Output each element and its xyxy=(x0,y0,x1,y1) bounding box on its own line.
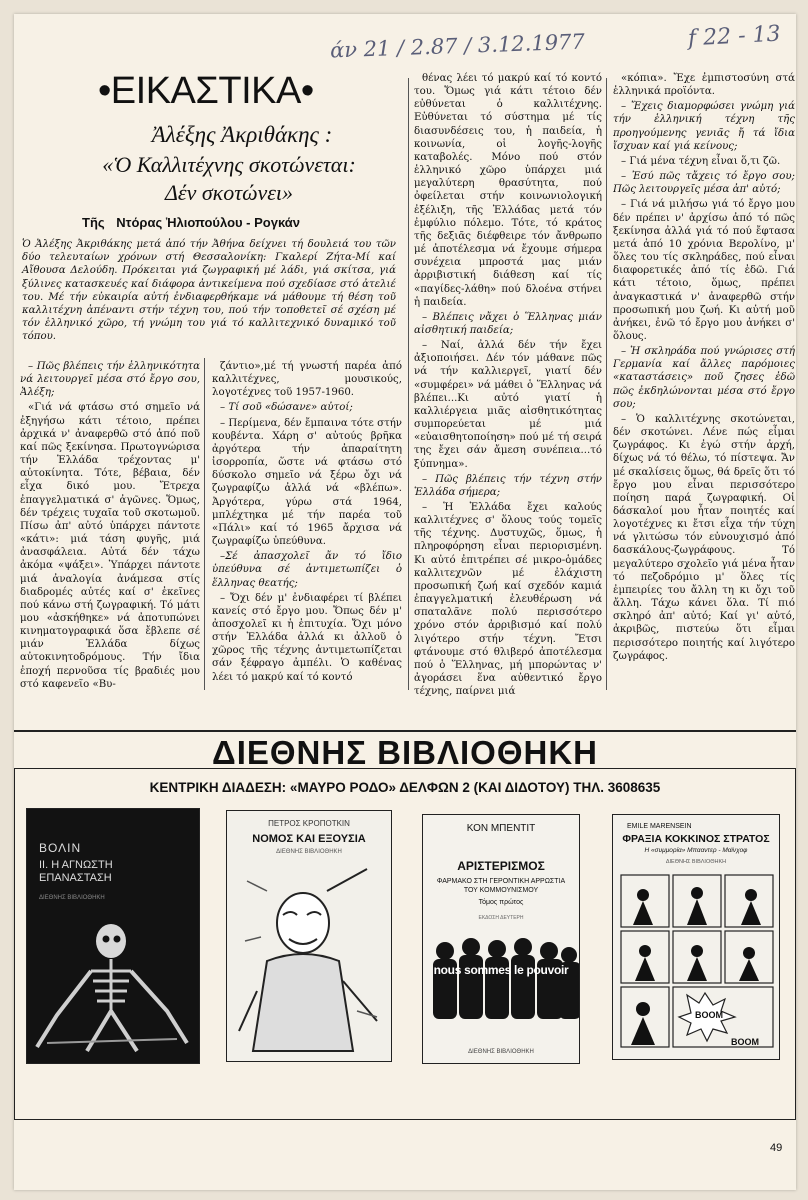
book-cover-volin xyxy=(26,808,200,1064)
comic-boom-text: BOOM xyxy=(695,1010,723,1020)
article-column-2 xyxy=(212,360,402,696)
interview-answer: «Γιά νά φτάσω στό σημεῖο νά ἐξηγήσω κάτι τέτοιο, πρέπει ἀρχικά ν' ἀναφερθῶ στό ἀπό ποῦ καί πῶς ξεκίνησα. Πρωτογνώρισα τήν Ἑλλάδα τρέχοντας μ' αὐτοκίνητα. Τότε, βέβαια, δέν εἶχα δικό μου. Ἔτρεχα ἐπαγγελματικά σ' ἀγῶνες. Ὅμως, δέν τρέχεις τυχαῖα τοῦ σκοτωμοῦ. Πίσω ἀπ' αὐτό ὑπάρχει πάντοτε «κάτι»: μιά τάση φυγῆς, μιά ἀνασφάλεια. Αὐτά δέν τάχω ἀκόμα «ψάξει». Ὑπάρχει πάντοτε μιά ἀναλογία ἀνάμεσα στίς διαδρομές αὐτές καί σ' ἐκεῖνες πού κάνω στή ζωγραφική. Τό μάτι μου «ἀσκήθηκε» νά ἀποτυπώνει κινηματογραφικά ὅσα ἔβλεπε σέ μιάν Ἑλλάδα δίχως αὐτοκινητοδρόμους. Τήν ἴδια ἐποχή περνοῦσα τίς βραδιές μου στό καφενεῖο «Βυ- xyxy=(20,402,200,690)
book-publisher: ΔΙΕΘΝΗΣ ΒΙΒΛΙΟΘΗΚΗ xyxy=(468,1049,534,1055)
skeleton-illustration-icon xyxy=(27,919,200,1059)
interview-question: – Πῶς βλέπεις τήν ἑλληνικότητα νά λειτουργεῖ μέσα στό ἔργο σου, Ἀλέξη; xyxy=(20,361,200,399)
book-subtitle: ΦΑΡΜΑΚΟ ΣΤΗ ΓΕΡΟΝΤΙΚΗ ΑΡΡΩΣΤΙΑ ΤΟΥ ΚΟΜΜΟΥΝΙΣΜΟΥ xyxy=(436,878,566,894)
handwritten-issue-note: άν 21 / 2.87 / 3.12.1977 xyxy=(329,29,586,63)
interview-answer: ζάντιο»,μέ τή γνωστή παρέα ἀπό καλλιτέχνες, μουσικούς, λογοτέχνες τοῦ 1957-1960. xyxy=(212,361,402,399)
book-volume: Τόμος πρώτος xyxy=(478,899,524,906)
book-subtitle: Η «συμμορία» Μπααντερ - Μαϊνχοφ xyxy=(644,847,748,854)
headline-line-3: Δέν σκοτώνει» xyxy=(164,180,294,205)
interview-answer: «κόπια». Ἔχε ἐμπιστοσύνη στά ἑλληνικά προϊόντα. xyxy=(613,73,795,98)
article-column-4 xyxy=(613,72,795,696)
caricature-illustration-icon xyxy=(227,861,392,1061)
headline-line-2: «Ὁ Καλλιτέχνης σκοτώνεται: xyxy=(102,152,356,177)
bookshop-advertisement xyxy=(14,730,796,1122)
book-author: ΠΕΤΡΟΣ ΚΡΟΠΟΤΚΙΝ xyxy=(268,819,350,828)
headline-line-1: Ἀλέξης Ἀκριθάκης : xyxy=(151,122,333,147)
book-cover-cohn-bendit xyxy=(422,814,580,1064)
comic-strip-illustration-icon xyxy=(613,869,780,1059)
book-cover-raf xyxy=(612,814,780,1060)
book-edition: ΕΚΔΟΣΗ ΔΕΥΤΕΡΗ xyxy=(478,915,524,921)
interview-question: – Ἔχεις διαμορφώσει γνώμη γιά τήν ἑλληνική τέχνη τῆς προηγούμενης γενιᾶς ἤ τά ἴδια ἴσχυαν καί γιά κείνους; xyxy=(613,101,795,152)
interview-question: – Βλέπεις νἄχει ὁ Ἕλληνας μιάν αἰσθητική παιδεία; xyxy=(414,311,602,336)
byline-name: Ντόρας Ἠλιοπούλου - Ρογκάν xyxy=(116,215,301,230)
interview-question: –Σέ ἀπασχολεῖ ἄν τό ἴδιο ὑπεύθυνα σέ ἀντιμετωπίζει ὁ ἕλληνας θεατής; xyxy=(212,551,402,589)
book-publisher: ΔΙΕΘΝΗΣ ΒΙΒΛΙΟΘΗΚΗ xyxy=(276,849,342,855)
interview-question: – Τί σοῦ «δώσανε» αὐτοί; xyxy=(220,402,353,414)
book-author: ΒΟΛΙΝ xyxy=(39,841,82,855)
interview-question: – Ἐσύ πῶς τἄχεις τό ἔργο σου; Πῶς λειτουργεῖς μέσα ἀπ' αὐτό; xyxy=(613,171,795,196)
page-number: 49 xyxy=(770,1142,783,1154)
column-rule xyxy=(408,78,409,690)
interview-answer: – Ὄχι δέν μ' ἐνδιαφέρει τί βλέπει κανείς στό ἔργο μου. Ὅπως δέν μ' ἀποσχολεῖ κι ἡ ἐπιτυχία. Ὄχι μόνο στήν Ἑλλάδα ἀλλά κι ἀλλοῦ ὁ χῶρος τῆς τέχνης ἀντιμετωπίζεται σάν ξέφραγο ἀμπέλι. Ὁ καθένας λέει τό μακρύ καί τό κοντό xyxy=(212,592,402,683)
book-title: ΙΙ. Η ΑΓΝΩΣΤΗ ΕΠΑΝΑΣΤΑΣΗ xyxy=(39,859,113,884)
column-rule xyxy=(606,78,607,690)
article-column-1 xyxy=(20,360,200,696)
book-title: ΑΡΙΣΤΕΡΙΣΜΟΣ xyxy=(457,859,545,873)
column-rule xyxy=(204,358,205,690)
book-title: ΦΡΑΞΙΑ ΚΟΚΚΙΝΟΣ ΣΤΡΑΤΟΣ xyxy=(622,833,770,845)
book-title: ΝΟΜΟΣ ΚΑΙ ΕΞΟΥΣΙΑ xyxy=(252,833,366,845)
interview-question: – Πῶς βλέπεις τήν τέχνη στήν Ἑλλάδα σήμερα; xyxy=(414,473,602,498)
book-author: EMILE MARENSEIN xyxy=(627,823,692,830)
interview-answer: – Γιά νά μιλήσω γιά τό ἔργο μου δέν πρέπει ν' ἀρχίσω ἀπό τό πῶς ξεκίνησα ἀλλά γιά τό πού ἔφτασα μετά ἀπό 10 χρόνια Βερολίνο, μ' ὅλες του τίς σκληράδες, πού εἶναι διαφορετικές ἀπό τίς ἐδῶ. Γιά κάτι τέτοιο, ὅμως, πρέπει ἀναγκαστικά ν' ἀναφερθῶ στήν προσωπική μου ζωή. Κι αὐτή μοῦ ἀνήκει, ἐνῶ τό ἔργο μου ἀνήκει σ' ὅλους. xyxy=(613,199,795,342)
book-cover-kropotkin xyxy=(226,810,392,1062)
book-slogan: nous sommes le pouvoir xyxy=(433,963,569,977)
interview-answer: – Ὁ καλλιτέχνης σκοτώνεται, δέν σκοτώνει. Λένε πώς εἶμαι ζωγράφος. Κι ἐγώ στήν ἀρχή, δίχως νά τό θέλω, τό πίστεψα. Ἄν μέ σκαλίσεις ὅμως, θά δρεῖς ὅτι τό ἔργο μου εἶναι περισσότερο ποίηση παρά ζωγραφική. Οἱ δάσκαλοί μου ἦταν ποιητές καί λογοτέχνες κι ἔτσι εἶχα τήν τύχη νά γλιτώσω τόν εὐνουχισμό ἀπό δασκάλους-ζωγράφους. Τό μεγαλύτερο σχολεῖο γιά μένα ἦταν τό πεζοδρόμιο μ' ὅλες τίς ἐμπειρίες του ἄλλη τη κι ὄχι τοῦ ἄλλη. Τάχω κάνει ὅλα. Τί πιό σκληρό ἀπ' αὐτό; Καί γι' αὐτό, ἀκριβῶς, πιστεύω ὅτι εἶμαι περισσότερο ποιητής καί λιγότερο ζωγράφος. xyxy=(613,413,795,662)
section-title: •ΕΙΚΑΣΤΙΚΑ• xyxy=(98,70,314,112)
interview-answer: – Ἡ Ἑλλάδα ἔχει καλούς καλλιτέχνες σ' ὅλους τούς τομεῖς τῆς τέχνης. Δυστυχῶς, ὅμως, ἡ πληροφόρηση εἶναι περιορισμένη. Κι αὐτό ἐπιτρέπει σέ μικρο-ὁμάδες καλλιτεχνῶν μέ ἐλάχιστη προσωπική ζωή καί σχεδόν καμιά ἐπαγγελματική ἐλευθέρωση νά σπαταλᾶνε πολύ περισσότερο χρόνο στόν ἀρριβισμό καί πολύ λιγότερο στήν τέχνη. Ἔτσι φτάνουμε στό θλιβερό ἀποτέλεσμα πού ὁ Ἕλληνας, μή μπορώντας ν' ἀγοράσει ἕνα αὐθεντικό ἔργο τέχνης, παίρνει μιά xyxy=(414,502,602,696)
interview-answer: θένας λέει τό μακρύ καί τό κοντό του. Ὅμως γιά κάτι τέτοιο δέν εὐθύνεται ὁ καλλιτέχνης. Εὐθύνεται τό σύστημα μέ τίς διασυνδέσεις του, ἡ παιδεία, ἡ κοινωνία, οἱ λογῆς-λογῆς καταβολές. Μόνο πού στόν ἑλληνικό χῶρο ὑπάρχει μιά μεγαλύτερη θρασύτητα, πού ὀφείλεται στήν κοινωνιολογική ἐξέλιξη, τῆς Ἑλλάδας μετά τόν ἐμφύλιο πόλεμο. Τότε, τό κράτος τῆς δεξιᾶς διέφθειρε τόν ἄνθρωπο μέ ἀποτέλεσμα νά ἔχουμε σήμερα συνέχεια μπροστά μας μιάν ἀρριβιστική διάθεση καί τίς «παγίδες-λάθη» πού δλοένα στήνει ἡ παιδεία. xyxy=(414,73,602,308)
crowd-silhouette-icon xyxy=(423,927,580,1037)
byline xyxy=(64,215,398,230)
ad-subtitle: ΚΕΝΤΡΙΚΗ ΔΙΑΔΕΣΗ: «ΜΑΥΡΟ ΡΟΔΟ» ΔΕΛΦΩΝ 2 (ΚΑΙ ΔΙΔΟΤΟΥ) ΤΗΛ. 3608635 xyxy=(149,780,661,795)
handwritten-ref-note: f 22 - 13 xyxy=(687,21,782,52)
ad-title-rule xyxy=(14,730,796,732)
comic-boom-text: BOOM xyxy=(731,1037,759,1047)
interview-answer: – Γιά μένα τέχνη εἶναι ὅ,τι ζῶ. xyxy=(621,155,781,167)
interview-question: – Ἡ σκληράδα πού γνώρισες στή Γερμανία καί ἄλλες παρόμοιες «καταστάσεις» ποῦ ζησες ἐδῶ πῶς ἐκδηλώνονται μέσα στό ἔργο σου; xyxy=(613,346,795,410)
book-publisher: ΔΙΕΘΝΗΣ ΒΙΒΛΙΟΘΗΚΗ xyxy=(39,895,105,901)
lead-paragraph: Ὁ Ἀλέξης Ἀκριθάκης μετά ἀπό τήν Ἀθήνα δείχνει τή δουλειά του τῶν δύο τελευταίων χρόνων στή Θεσσαλονίκη: Γκαλερί Ζήτα-Μί καί Αἴθουσα Δελούδη. Πρόκειται γιά ζωγραφική μέ λάδι, γιά σκίτσα, γιά ξύλινες κατασκευές καί διάφορα ἀντικείμενα πού σχεδίασε στό ἀτελιέ του. Μέ τήν εὐκαιρία αὐτή ἐνδιαφερθήκαμε νά μάθουμε τή θέση τοῦ καλλιτέχνη ἀπέναντι στήν τέχνη του, πού τήν τοποθετεῖ σέ σχέση μέ τόν ἑλληνικό χῶρο, τή γνώμη του γιά τό καλλιτεχνικό δυναμικό τοῦ τόπου. xyxy=(22,239,396,343)
book-publisher: ΔΙΕΘΝΗΣ ΒΙΒΛΙΟΘΗΚΗ xyxy=(665,859,727,865)
book-author: ΚΟΝ ΜΠΕΝΤΙΤ xyxy=(466,823,536,834)
interview-answer: – Περίμενα, δέν ἔμπαινα τότε στήν κουβέντα. Χάρη σ' αὐτούς βρῆκα ἀργότερα τήν ἀπαραίτητη ἰσορροπία, ὥστε νά φτάσω στό δύσκολο σημεῖο νά ξέρω ὄχι νά ζωγραφίζω ἀλλά νά «βλέπω». Ἀργότερα, γύρω στά 1964, μπλέχτηκα μέ τήν παρέα τοῦ «Πάλι» καί τό 1965 ἄρχισα νά ζωγραφίζω ὑπεύθυνα. xyxy=(212,417,402,548)
byline-prefix: Τῆς xyxy=(82,215,105,230)
ad-title: ΔΙΕΘΝΗΣ ΒΙΒΛΙΟΘΗΚΗ xyxy=(211,734,599,771)
article-column-3 xyxy=(414,72,602,696)
interview-answer: – Ναί, ἀλλά δέν τήν ἔχει ἀξιοποιήσει. Δέν τόν μάθανε πῶς νά τήν καλλιεργεῖ, γιατί δέν «συμφέρει» νά μάθει ὁ Ἕλληνας νά βλέπει...Κι αὐτό γιατί ἡ καλλιέργεια μιᾶς αἰσθητικότητας συμπορεύεται μέ μιά «εὐαισθητοποίηση» πού μέ τή σειρά της ἔχει σάν ἄμεση συνέπεια...τό ξύπνημα». xyxy=(414,340,602,470)
